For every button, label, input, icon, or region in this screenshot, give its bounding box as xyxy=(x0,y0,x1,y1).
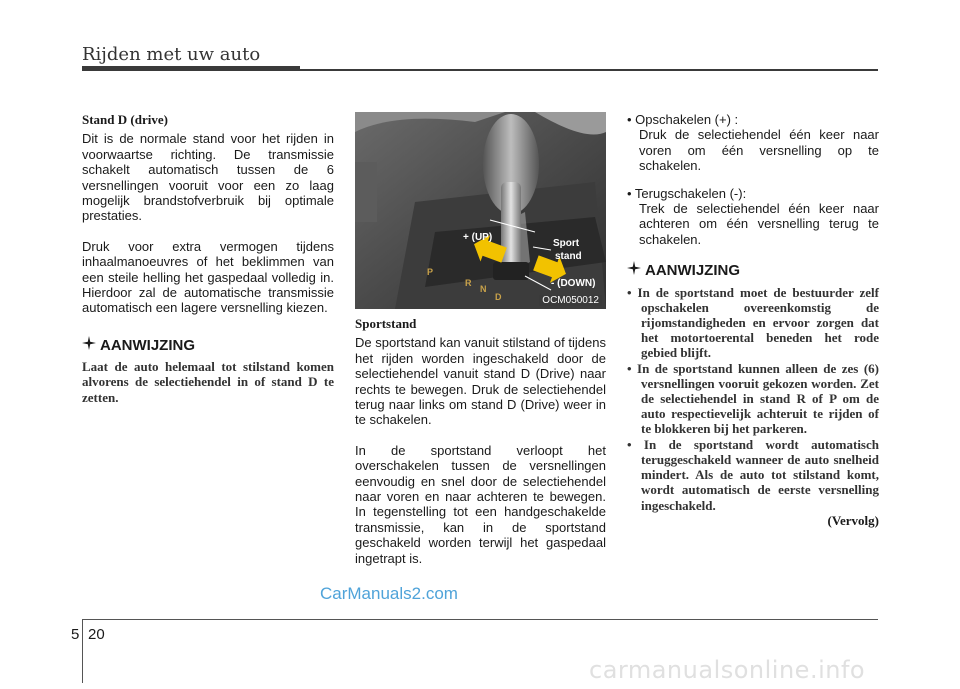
star-icon xyxy=(82,336,96,353)
gate-label-d: D xyxy=(495,292,502,302)
bullet-upshift-text: Druk de selectiehendel één keer naar voren om één versnelling op te schakelen. xyxy=(639,127,879,174)
sport-label-1: Sport xyxy=(553,238,580,249)
chapter-number: 5 xyxy=(71,626,80,643)
paragraph: In de sportstand verloopt het overschakelen tussen de versnellingen eenvoudig en snel door de selectiehendel naar voren en naar achteren te bewegen. In tegenstelling tot een handgeschakelde transmissie, kan in de sportstand geschakeld worden terwijl het gaspedaal ingetrapt is. xyxy=(355,442,606,566)
paragraph: Druk voor extra vermogen tijdens inhaalmanoeuvres of het beklimmen van een steile helling het gaspedaal volledig in. Hierdoor zal de automatische transmissie automatisch een lagere versnelling kiezen. xyxy=(82,238,334,316)
footer-divider xyxy=(82,619,83,683)
gate-label-p: P xyxy=(427,267,434,277)
section-heading-drive: Stand D (drive) xyxy=(82,112,168,127)
header-rule-thin xyxy=(300,69,878,71)
column-middle xyxy=(355,316,606,581)
paragraph: De sportstand kan vanuit stilstand of tijdens het rijden worden ingeschakeld door de selectiehendel vanuit stand D (Drive) naar rechts te bewegen. Druk de selectiehendel terug naar links om stand D (Drive) weer in te schakelen. xyxy=(355,335,606,428)
continued-label: (Vervolg) xyxy=(827,512,879,528)
paragraph: Dit is de normale stand voor het rijden in voorwaartse richting. De transmissie schakelt automatisch tussen de 6 versnellingen vooruit voor een zo laag mogelijk brandstofverbruik bij optimale prestaties. xyxy=(82,131,334,224)
note-item: • In de sportstand wordt automatisch teruggeschakeld wanneer de auto snelheid mindert. Als de auto tot stilstand komt, wordt automatisch de eerste versnelling ingeschakeld. xyxy=(627,436,879,513)
note-title: AANWIJZING xyxy=(100,336,195,354)
watermark-online: carmanualsonline.info xyxy=(589,656,866,684)
page-header-title: Rijden met uw auto xyxy=(82,44,261,65)
note-title: AANWIJZING xyxy=(645,262,740,280)
header-rule-thick xyxy=(82,66,300,71)
note-text: Laat de auto helemaal tot stilstand komen alvorens de selectiehendel in of stand D te zetten. xyxy=(82,359,334,405)
note-item: • In de sportstand kunnen alleen de zes (6) versnellingen vooruit gekozen worden. Zet de selectiehendel in stand R of P om de auto respectievelijk achteruit te rijden of te blokkeren bij het parkeren. xyxy=(627,360,879,437)
page-number: 20 xyxy=(88,626,105,643)
column-right xyxy=(627,112,879,528)
bullet-downshift-title: • Terugschakelen (-): xyxy=(627,185,747,201)
bullet-upshift-title: • Opschakelen (+) : xyxy=(627,112,739,127)
star-icon xyxy=(627,261,641,278)
gate-label-r: R xyxy=(465,278,472,288)
bullet-downshift-text: Trek de selectiehendel één keer naar achteren om één versnelling terug te schakelen. xyxy=(639,201,879,247)
note-heading xyxy=(627,261,879,278)
up-label: + (UP) xyxy=(463,232,493,243)
gear-selector-photo xyxy=(355,112,606,309)
sport-label-2: stand xyxy=(555,251,582,262)
note-list xyxy=(627,285,879,513)
footer-rule xyxy=(82,619,878,620)
figure-code: OCM050012 xyxy=(539,295,602,306)
note-heading xyxy=(82,336,334,353)
down-label: - (DOWN) xyxy=(551,278,596,289)
section-heading-sport: Sportstand xyxy=(355,316,417,331)
watermark-carmanuals[interactable]: CarManuals2.com xyxy=(320,584,458,603)
column-left xyxy=(82,112,334,405)
note-item: • In de sportstand moet de bestuurder zelf opschakelen overeenkomstig de rijomstandigheden en ervoor zorgen dat het motortoerental beneden het rode gebied blijft. xyxy=(627,284,879,361)
gate-label-n: N xyxy=(480,284,487,294)
